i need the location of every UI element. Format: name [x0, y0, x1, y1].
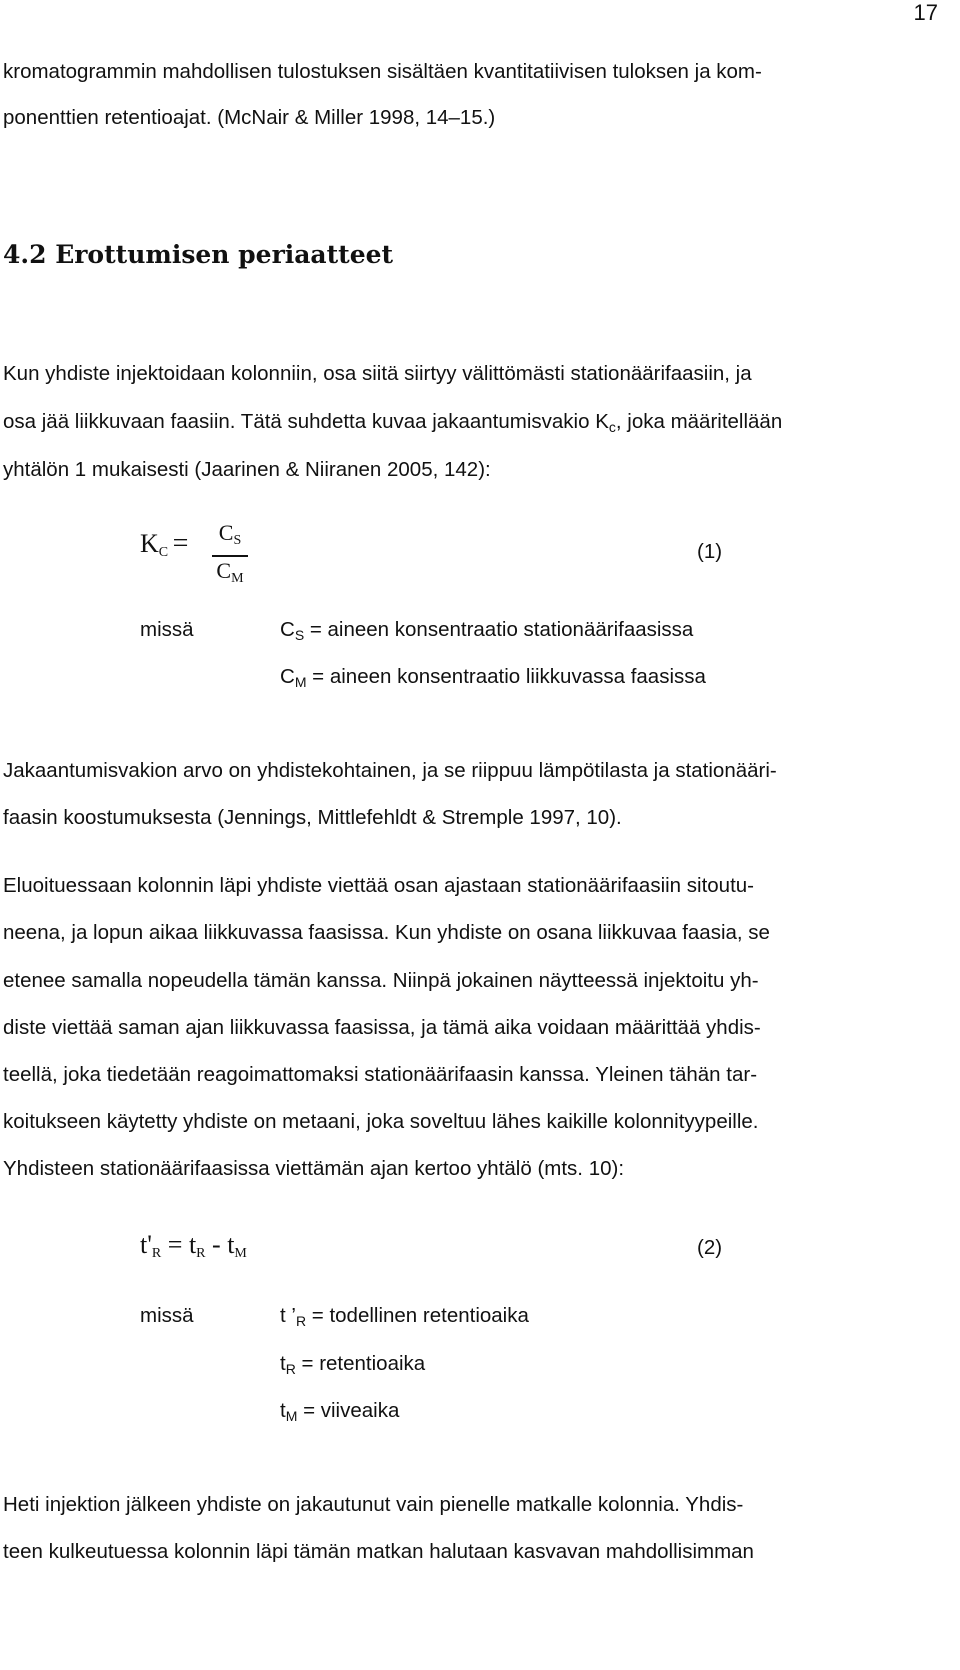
equation-lhs	[140, 529, 168, 558]
subscript: M	[234, 1246, 247, 1261]
minus-sign: -	[205, 1230, 228, 1259]
section-heading: 4.2 Erottumisen periaatteet	[3, 240, 394, 269]
paragraph-line: Kun yhdiste injektoidaan kolonniin, osa siitä siirtyy välittömästi stationäärifaasiin, ja	[3, 362, 752, 385]
paragraph-line: etenee samalla nopeudella tämän kanssa. Niinpä jokainen näytteessä injektoitu yh-	[3, 969, 759, 992]
symbol: t ’	[280, 1304, 296, 1327]
subscript: R	[295, 1313, 307, 1329]
definition-text: = viiveaika	[297, 1399, 400, 1422]
paragraph-line: ponenttien retentioajat. (McNair & Miller 1998, 14–15.)	[3, 106, 496, 129]
where-label: missä	[140, 618, 194, 641]
equation-number: (1)	[697, 540, 723, 563]
subscript: M	[231, 570, 244, 586]
subscript: c	[608, 419, 616, 435]
symbol: C	[280, 665, 295, 688]
subscript: R	[196, 1246, 206, 1261]
text-segment: osa jää liikkuvaan faasiin. Tätä suhdetta kuvaa jakaantumisvakio K	[3, 410, 609, 433]
denominator	[216, 558, 243, 592]
subscript: S	[294, 627, 305, 643]
paragraph-line: kromatogrammin mahdollisen tulostuksen sisältäen kvantitatiivisen tuloksen ja kom-	[3, 60, 762, 83]
paragraph-line: Heti injektion jälkeen yhdiste on jakautunut vain pienelle matkalle kolonnia. Yhdis-	[3, 1493, 744, 1516]
variable-definition	[280, 618, 693, 643]
paragraph-line: faasin koostumuksesta (Jennings, Mittlefehldt & Stremple 1997, 10).	[3, 806, 622, 829]
equation-number: (2)	[697, 1236, 723, 1259]
symbol: C	[216, 557, 232, 583]
subscript: S	[233, 533, 242, 548]
symbol: t	[227, 1230, 235, 1259]
symbol: K	[140, 529, 159, 558]
symbol: t	[280, 1352, 286, 1375]
equation-1	[140, 528, 188, 561]
paragraph-line: Eluoituessaan kolonnin läpi yhdiste viettää osan ajastaan stationäärifaasiin sitoutu-	[3, 874, 755, 897]
fraction	[212, 520, 248, 592]
symbol: t'	[140, 1230, 152, 1259]
paragraph-line: neena, ja lopun aikaa liikkuvassa faasissa. Kun yhdiste on osana liikkuvaa faasia, se	[3, 921, 770, 944]
paragraph-line: teen kulkeutuessa kolonnin läpi tämän matkan halutaan kasvavan mahdollisimman	[3, 1540, 754, 1563]
symbol: C	[280, 618, 295, 641]
variable-definition	[280, 1304, 529, 1329]
subscript: R	[285, 1361, 296, 1377]
symbol: t	[188, 1230, 197, 1259]
paragraph-line	[3, 410, 782, 435]
paragraph-line: Jakaantumisvakion arvo on yhdistekohtainen, ja se riippuu lämpötilasta ja stationääri-	[3, 759, 777, 782]
paragraph-line: yhtälön 1 mukaisesti (Jaarinen & Niiranen 2005, 142):	[3, 458, 491, 481]
subscript: M	[294, 674, 307, 690]
subscript: C	[158, 545, 169, 560]
paragraph-line: Yhdisteen stationäärifaasissa viettämän ajan kertoo yhtälö (mts. 10):	[3, 1157, 625, 1180]
variable-definition	[280, 665, 706, 690]
paragraph-line: diste viettää saman ajan liikkuvassa faasissa, ja tämä aika voidaan määrittää yhdis-	[3, 1016, 761, 1039]
equation-2	[140, 1230, 247, 1262]
fraction-bar	[212, 555, 248, 557]
subscript: M	[285, 1408, 298, 1424]
where-label: missä	[140, 1304, 194, 1327]
page-number: 17	[913, 0, 938, 25]
variable-definition	[280, 1399, 399, 1424]
definition-text: = retentioaika	[295, 1352, 426, 1375]
equals-sign: =	[172, 528, 189, 559]
equals-sign: =	[161, 1230, 189, 1259]
text-segment: , joka määritellään	[615, 410, 783, 433]
definition-text: = todellinen retentioaika	[306, 1304, 529, 1327]
subscript: R	[151, 1246, 162, 1261]
definition-text: = aineen konsentraatio stationäärifaasissa	[304, 618, 694, 641]
definition-text: = aineen konsentraatio liikkuvassa faasissa	[306, 665, 706, 688]
paragraph-line: koitukseen käytetty yhdiste on metaani, joka soveltuu lähes kaikille kolonnityypeille.	[3, 1110, 759, 1133]
paragraph-line: teellä, joka tiedetään reagoimattomaksi stationäärifaasin kanssa. Yleinen tähän tar-	[3, 1063, 758, 1086]
numerator	[219, 520, 241, 554]
symbol: t	[280, 1399, 286, 1422]
symbol: C	[218, 520, 234, 545]
variable-definition	[280, 1352, 425, 1377]
